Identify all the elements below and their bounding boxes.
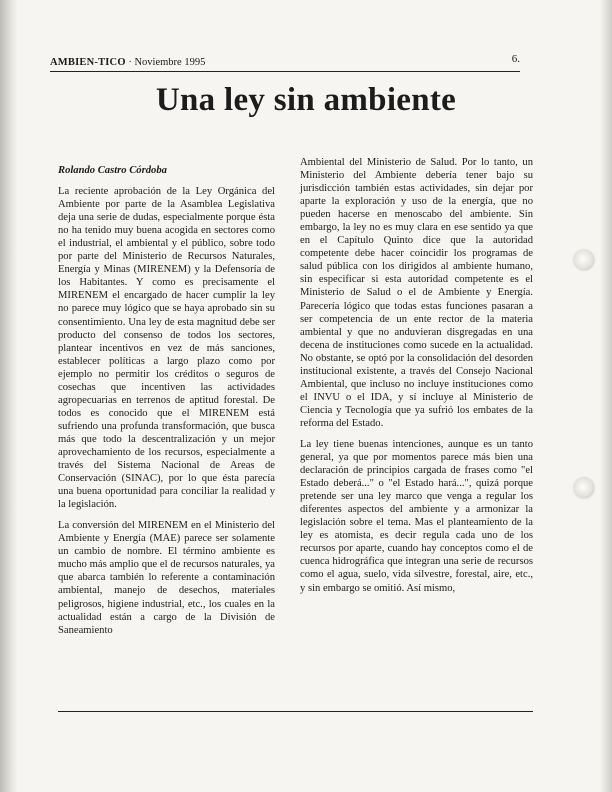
article-title: Una ley sin ambiente (155, 82, 457, 118)
right-column (300, 156, 533, 603)
magazine-name: AMBIEN-TICO (50, 57, 126, 68)
paragraph-conversion: La conversión del MIRENEM en el Ministerio del Ambiente y Energía (MAE) parece ser solamente un cambio de nombre. El término ambiente es mucho más amplio que el de recursos naturales, ya que abarca también lo referente a contaminación ambiental, manejo de desechos, materiales peligrosos, higiene industrial, etc., los cuales en la actualidad están a cargo de la División de Saneamiento (58, 520, 275, 636)
header-rule (50, 71, 520, 72)
punch-hole (574, 250, 594, 270)
punch-hole (574, 478, 594, 498)
page-number: 6. (511, 53, 520, 65)
paragraph-intentions: La ley tiene buenas intenciones, aunque es un tanto general, ya que por momentos parece más bien una declaración de principios cargada de frases como "el Estado deberá..." o "el Estado hará...", quizá porque pretende ser una ley marco que venga a regular los diferentes aspectos del ambiente y a armonizar la legislación sobre el tema. Mas el planteamiento de la ley es atomista, es decir regula cada uno de los recursos por aparte, cuando hay conceptos como el de cuenca hidrográfica que integran una serie de recursos como el agua, suelo, vida silvestre, forestal, aire, etc., y sin embargo se omitió. Así mismo, (300, 438, 533, 594)
paragraph-continuation: Ambiental del Ministerio de Salud. Por lo tanto, un Ministerio del Ambiente debería tener bajo su jurisdicción también estas actividades, sin dejar por aparte la exploración y uso de la energía, que no pueden hacerse en menoscabo del ambiente. Sin embargo, la ley no es muy clara en ese sentido ya que en el Capítulo Quinto dice que la autoridad competente debe hacer coincidir los programas de salud pública con los dirigidos al ambiente humano, sin especificar si esta autoridad competente es el Ministerio de Salud o el de Ambiente y Energía. Parecería lógico que todas estas funciones pasaran a ser competencia de un ente rector de la materia ambiental y que no anduvieran disgregadas en una decena de instituciones como sucede en la actualidad. No obstante, se optó por la consolidación del desorden institucional existente, a través del Consejo Nacional Ambiental, que incluso no incluye instituciones como el INVU o el IDA, y sí incluye al Ministerio de Ciencia y Tecnología que ya sufrió los embates de la reforma del Estado. (300, 157, 533, 429)
paragraph-intro: La reciente aprobación de la Ley Orgánica del Ambiente por parte de la Asamblea Legislativa deja una serie de dudas, especialmente porque ésta no ha tenido muy buena acogida en sectores como el industrial, el ambiental y el público, sobre todo por parte del Ministerio de Recursos Naturales, Energía y Minas (MIRENEM) y la Defensoría de los Habitantes. Y como es precisamente el MIRENEM el encargado de hacer cumplir la ley no parece muy lógico que se haya aprobado sin su consentimiento. Una ley de esta magnitud debe ser producto del consenso de todos los sectores, plantear incentivos en vez de más sanciones, establecer políticas a largo plazo como por ejemplo no permitir los créditos o seguros de cosechas que incentiven las actividades agropecuarias en terrenos de aptitud forestal. De todos es conocido que el MIRENEM está sufriendo una profunda transformación, que busca más que todo la descentralización y un mejor aprovechamiento de los recursos, especialmente a través del Sistema Nacional de Areas de Conservación (SINAC), por lo que ésta parecía una buena oportunidad para conciliar la realidad y la legislación. (58, 186, 275, 511)
left-column (58, 164, 275, 645)
issue-date: · Noviembre 1995 (128, 57, 206, 68)
author-byline: Rolando Castro Córdoba (58, 165, 167, 176)
footer-rule (58, 711, 533, 712)
